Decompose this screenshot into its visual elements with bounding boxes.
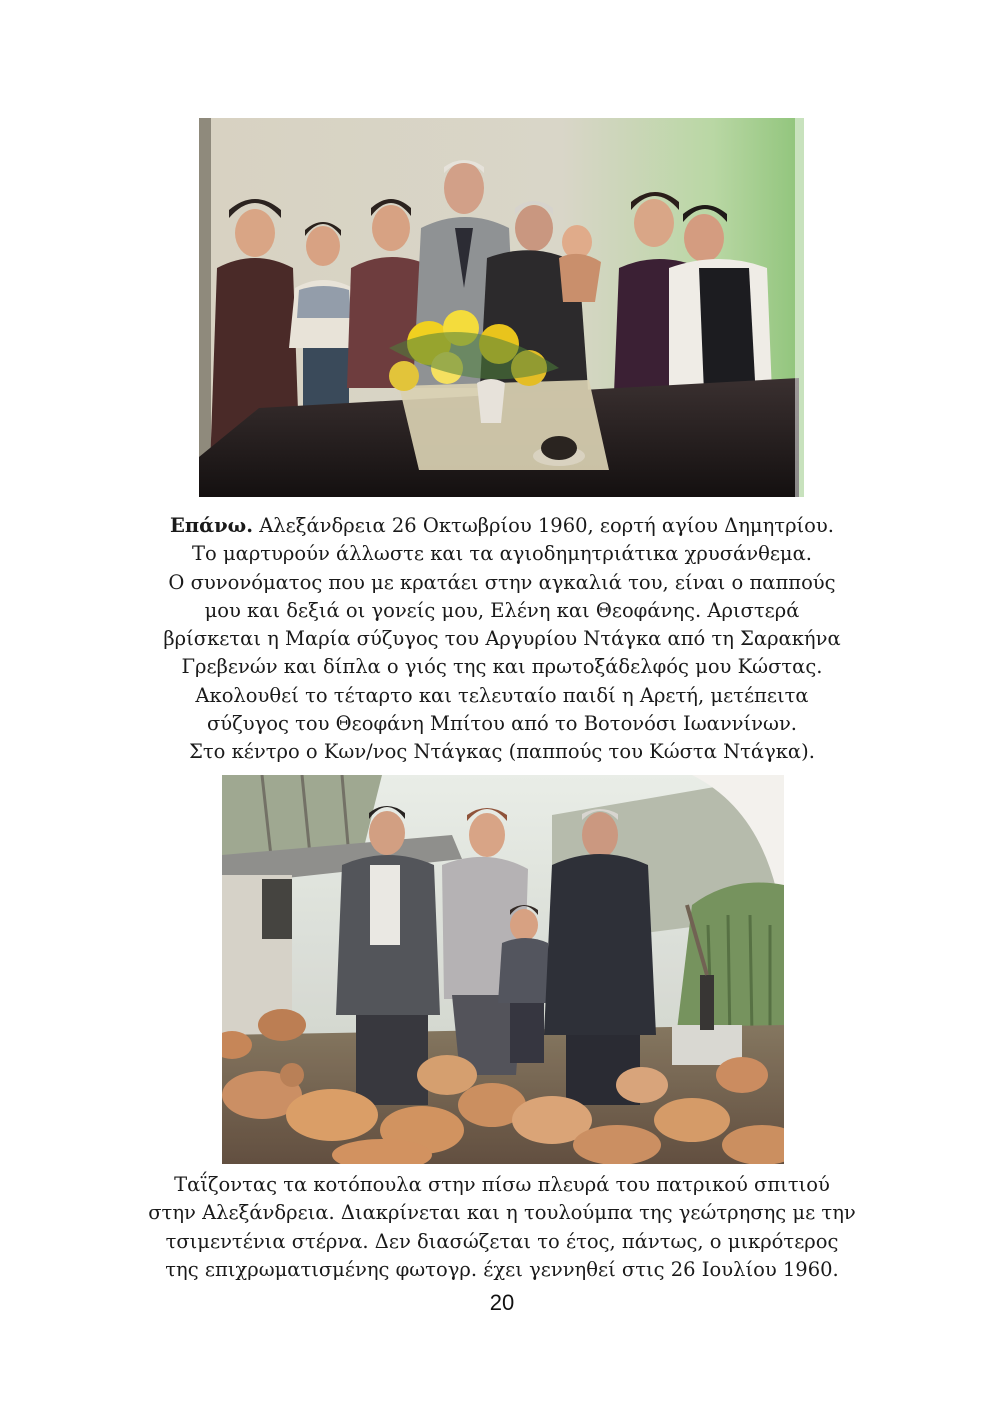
family-portrait-illustration	[199, 118, 804, 497]
caption-top-line-7: Ακολουθεί το τέταρτο και τελευταίο παιδί η Αρετή, μετέπειτα	[195, 683, 809, 707]
caption-bottom-line-2: στην Αλεξάνδρεια. Διακρίνεται και η τουλούμπα της γεώτρησης με την	[148, 1201, 856, 1225]
caption-top-line-9: Στο κέντρο ο Κων/νος Ντάγκας (παππούς του Κώστα Ντάγκα).	[189, 740, 815, 764]
caption-top-line-5: βρίσκεται η Μαρία σύζυγος του Αργυρίου Ντάγκα από τη Σαρακήνα	[163, 627, 841, 651]
caption-top-line-6: Γρεβενών και δίπλα ο γιός της και πρωτοξάδελφός μου Κώστας.	[181, 655, 823, 679]
caption-top-line-1-text: Αλεξάνδρεια 26 Οκτωβρίου 1960, εορτή αγίου Δημητρίου.	[253, 514, 834, 537]
caption-top-line-1	[100, 512, 904, 540]
caption-top-line-8: σύζυγος του Θεοφάνη Μπίτου από το Βοτονόσι Ιωαννίνων.	[206, 712, 797, 736]
caption-bottom-line-3: τσιμεντένια στέρνα. Δεν διασώζεται το έτος, πάντως, ο μικρότερος	[165, 1229, 839, 1253]
feeding-chickens-illustration	[222, 775, 784, 1164]
caption-top-line-4: μου και δεξιά οι γονείς μου, Ελένη και Θεοφάνης. Αριστερά	[204, 598, 800, 622]
feeding-chickens-photo	[222, 775, 784, 1164]
caption-bottom-line-4: της επιχρωματισμένης φωτογρ. έχει γεννηθεί στις 26 Ιουλίου 1960.	[165, 1257, 839, 1281]
page-number: 20	[489, 1290, 515, 1315]
top-photo-caption	[100, 512, 904, 767]
caption-top-line-3: Ο συνονόματος που με κρατάει στην αγκαλιά του, είναι ο παππούς	[168, 570, 836, 594]
family-portrait-photo	[199, 118, 804, 497]
caption-lead: Επάνω.	[170, 514, 254, 537]
bottom-photo-caption	[100, 1171, 904, 1284]
caption-top-line-2: Το μαρτυρούν άλλωστε και τα αγιοδημητριάτικα χρυσάνθεμα.	[192, 542, 812, 566]
caption-bottom-line-1: Ταΐζοντας τα κοτόπουλα στην πίσω πλευρά του πατρικού σπιτιού	[174, 1173, 830, 1196]
